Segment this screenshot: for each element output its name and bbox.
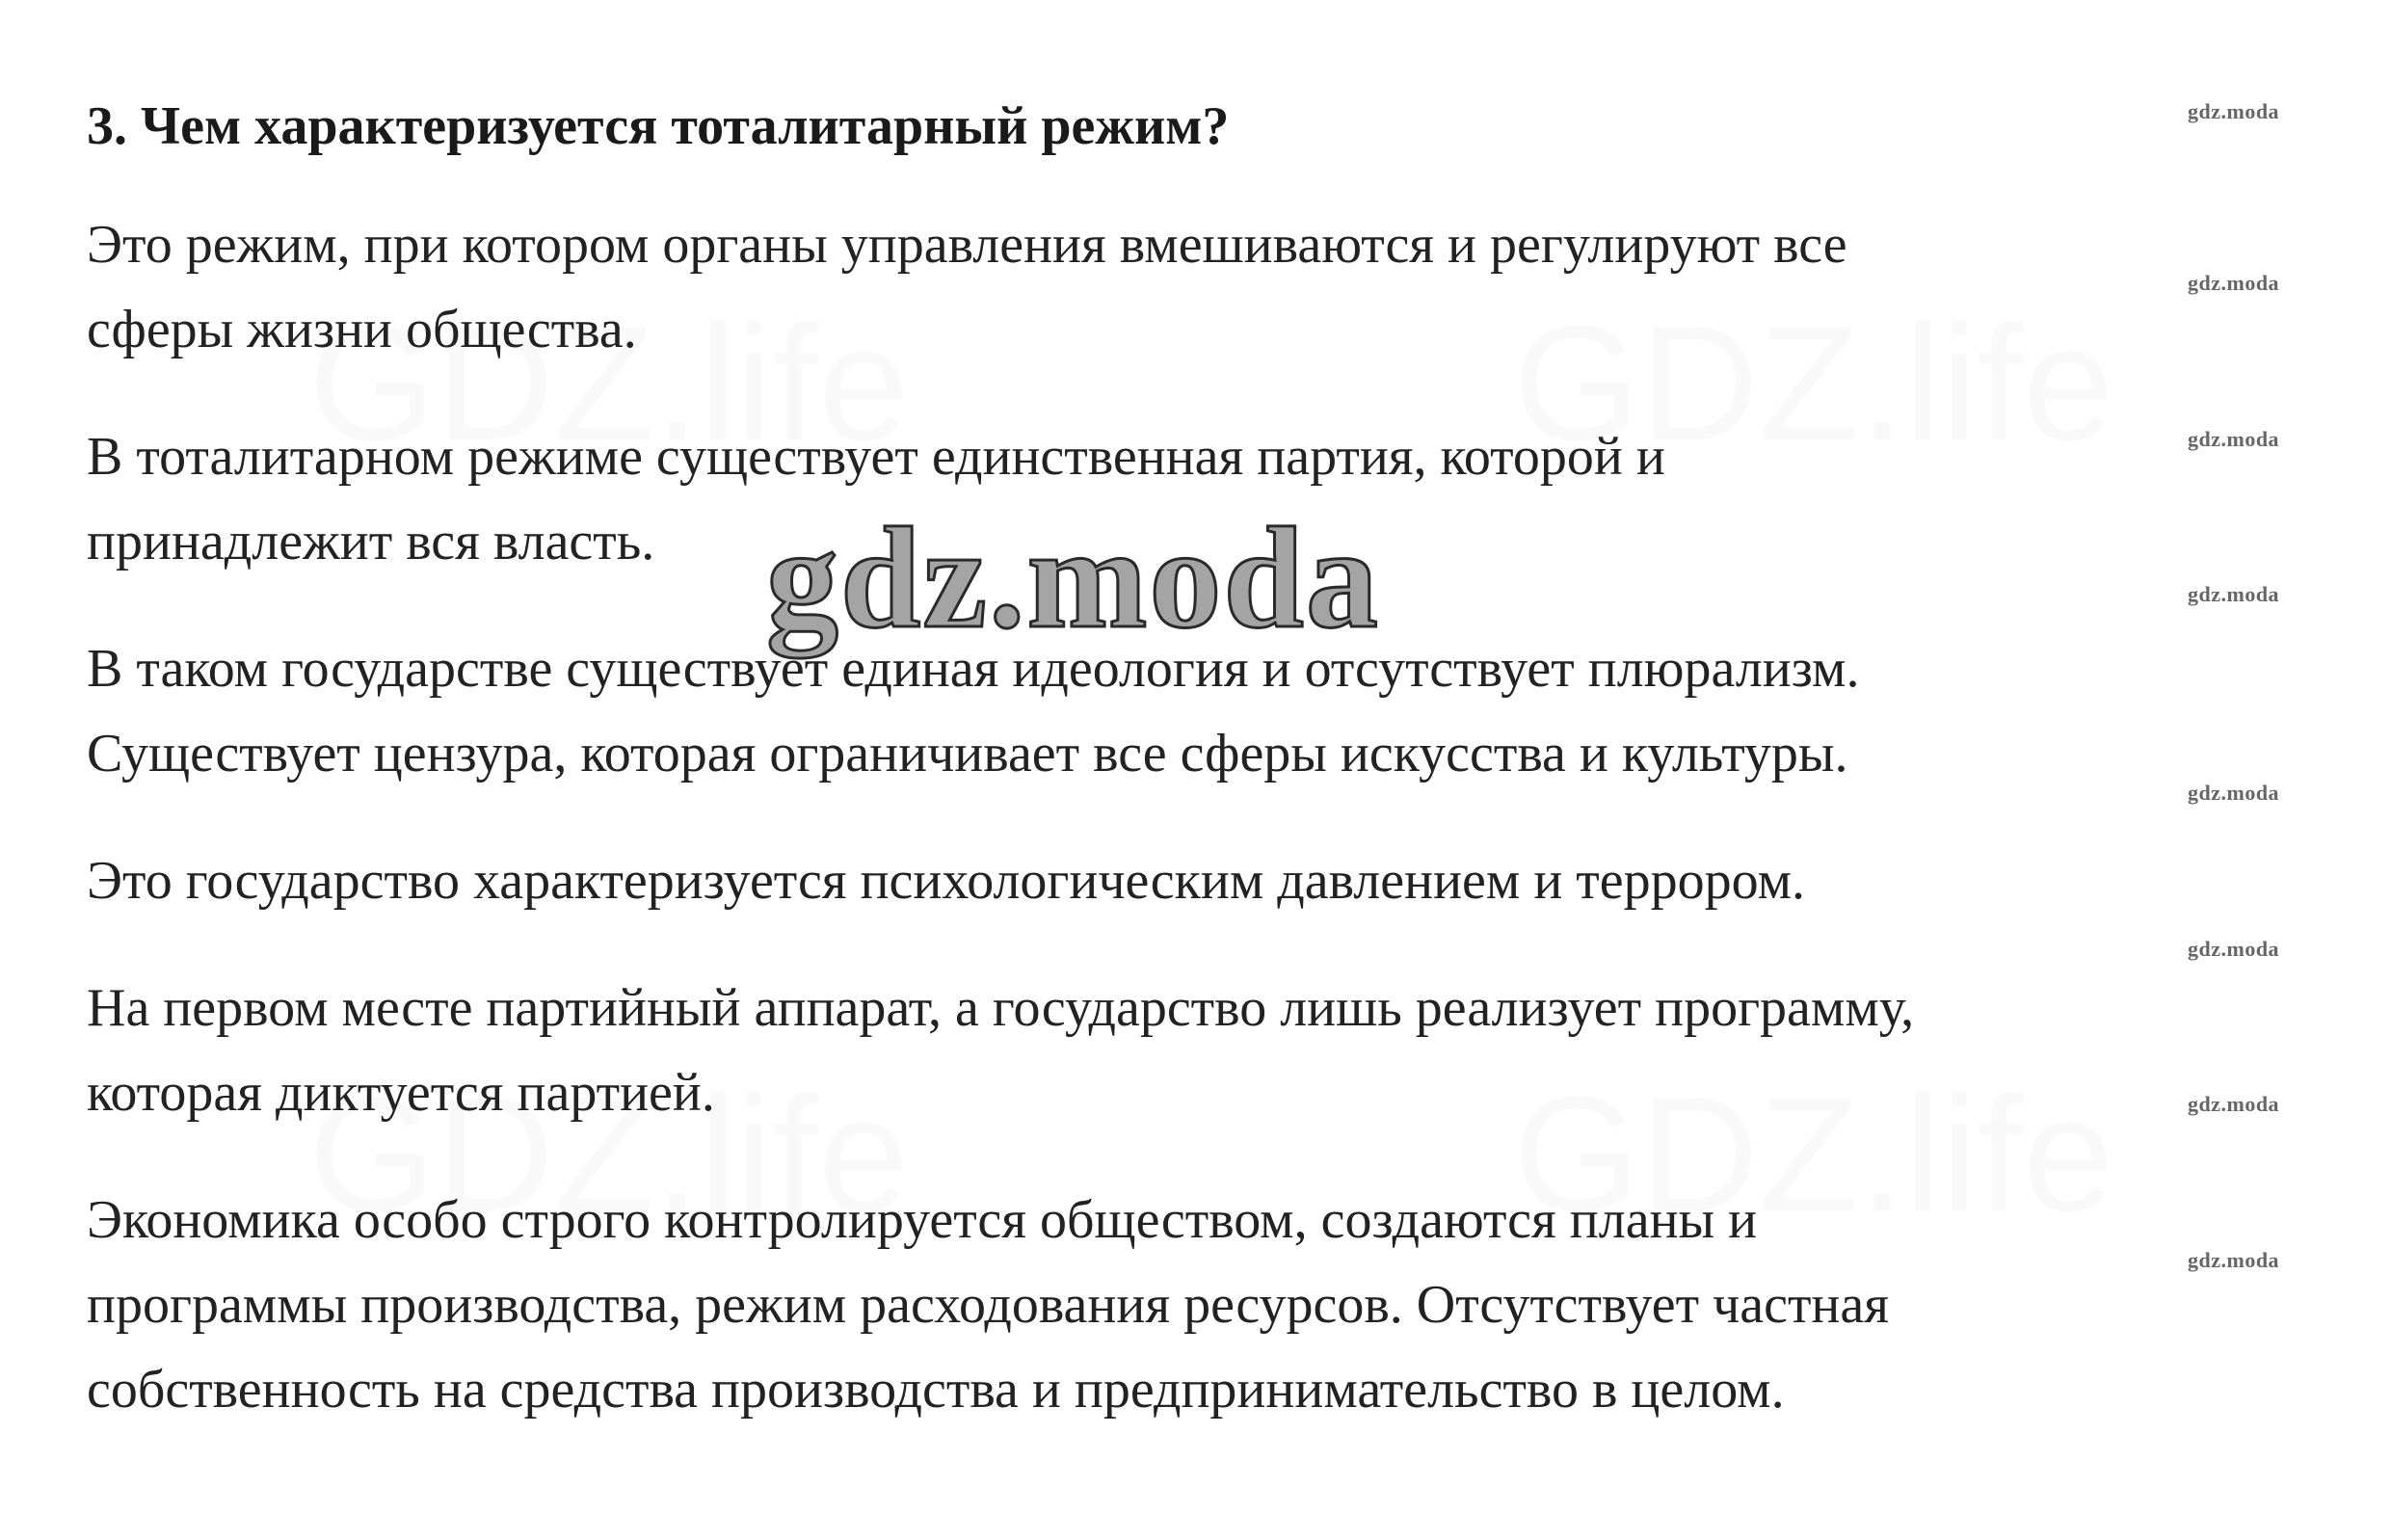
paragraph [87,414,2303,584]
question-heading: 3. Чем характеризуется тоталитарный режим? [87,96,1230,156]
watermark-label: gdz.moda [2188,99,2280,123]
paragraph-line: принадлежит вся власть. [87,512,655,571]
paragraph-line: В тоталитарном режиме существует единственная партия, которой и [87,427,1665,487]
paragraph-line: которая диктуется партией. [87,1063,715,1123]
paragraph [87,1178,2303,1432]
paragraph-line: Это режим, при котором органы управления вмешиваются и регулируют все [87,215,1847,275]
paragraph [87,626,2303,796]
paragraph-line: На первом месте партийный аппарат, а государство лишь реализует программу, [87,978,1915,1038]
watermark-label: gdz.moda [2188,271,2280,295]
paragraph-line: сферы жизни общества. [87,300,637,359]
paragraph-line: Существует цензура, которая ограничивает все сферы искусства и культуры. [87,724,1848,783]
watermark-label: gdz.moda [2188,937,2280,961]
watermark-label: gdz.moda [2188,582,2280,606]
paragraph [87,838,2303,923]
watermark-label: gdz.moda [2188,427,2280,451]
paragraph-line: Это государство характеризуется психологическим давлением и террором. [87,851,1806,911]
watermark-logo: gdz.moda [766,498,1380,658]
paragraph-line: программы производства, режим расходования ресурсов. Отсутствует частная [87,1275,1890,1335]
watermark-label: gdz.moda [2188,1248,2280,1272]
paragraph-line: Экономика особо строго контролируется обществом, создаются планы и [87,1190,1758,1250]
answer-content [87,93,2303,1474]
paragraph-line: собственность на средства производства и предпринимательство в целом. [87,1360,1785,1420]
watermark-label: gdz.moda [2188,781,2280,805]
paragraph [87,966,2303,1135]
paragraph-line: В таком государстве существует единая идеология и отсутствует плюрализм. [87,639,1860,699]
paragraph [87,202,2303,372]
watermark-label: gdz.moda [2188,1092,2280,1116]
